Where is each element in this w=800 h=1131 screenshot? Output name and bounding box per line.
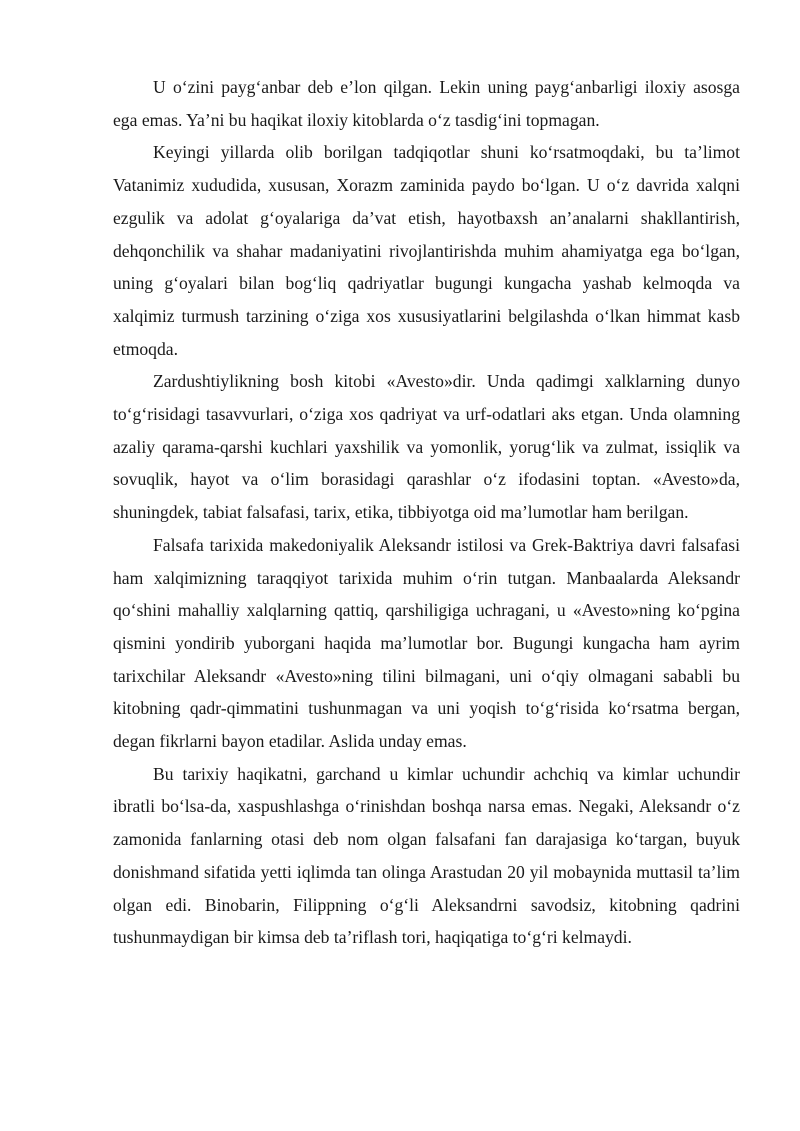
document-page <box>113 71 740 954</box>
paragraph-2: Keyingi yillarda olib borilgan tadqiqotlar shuni ko‘rsatmoqdaki, bu ta’limot Vatanimiz xududida, xususan, Xorazm zaminida paydo bo‘lgan. U o‘z davrida xalqni ezgulik va adolat g‘oyalariga da’vat etish, hayotbaxsh an’analarni shakllantirish, dehqonchilik va shahar madaniyatini rivojlantirishda muhim ahamiyatga ega bo‘lgan, uning g‘oyalari bilan bog‘liq qadriyatlar bugungi kungacha yashab kelmoqda va xalqimiz turmush tarzining o‘ziga xos xususiyatlarini belgilashda o‘lkan himmat kasb etmoqda. <box>113 142 740 359</box>
paragraph-3: Zardushtiylikning bosh kitobi «Avesto»dir. Unda qadimgi xalklarning dunyo to‘g‘risidagi tasavvurlari, o‘ziga xos qadriyat va urf-odatlari aks etgan. Unda olamning azaliy qarama-qarshi kuchlari yaxshilik va yomonlik, yorug‘lik va zulmat, issiqlik va sovuqlik, hayot va o‘lim borasidagi qarashlar o‘z ifodasini toptan. «Avesto»da, shuningdek, tabiat falsafasi, tarix, etika, tibbiyotga oid ma’lumotlar ham berilgan. <box>113 371 740 523</box>
paragraph-4: Falsafa tarixida makedoniyalik Aleksandr istilosi va Grek-Baktriya davri falsafasi ham xalqimizning taraqqiyot tarixida muhim o‘rin tutgan. Manbaalarda Aleksandr qo‘shini mahalliy xalqlarning qattiq, qarshiligiga uchragani, u «Avesto»ning ko‘pgina qismini yondirib yuborgani haqida ma’lumotlar bor. Bugungi kungacha ham ayrim tarixchilar Aleksandr «Avesto»ning tilini bilmagani, uni o‘qiy olmagani sababli bu kitobning qadr-qimmatini tushunmagan va uni yoqish to‘g‘risida ko‘rsatma bergan, degan fikrlarni bayon etadilar. Aslida unday emas. <box>113 534 740 752</box>
paragraph-5: Bu tarixiy haqikatni, garchand u kimlar uchundir achchiq va kimlar uchundir ibratli bo‘lsa-da, xaspushlashga o‘rinishdan boshqa narsa emas. Negaki, Aleksandr o‘z zamonida fanlarning otasi deb nom olgan falsafani fan darajasiga ko‘targan, buyuk donishmand sifatida yetti iqlimda tan olinga Arastudan 20 yil mobaynida muttasil ta’lim olgan edi. Binobarin, Filippning o‘g‘li Aleksandrni savodsiz, kitobning qadrini tushunmaydigan bir kimsa deb ta’riflash tori, haqiqatiga to‘g‘ri kelmaydi. <box>113 763 740 948</box>
paragraph-1: U o‘zini payg‘anbar deb e’lon qilgan. Lekin uning payg‘anbarligi iloxiy asosga ega emas. Ya’ni bu haqikat iloxiy kitoblarda o‘z tasdig‘ini topmagan. <box>113 77 740 130</box>
